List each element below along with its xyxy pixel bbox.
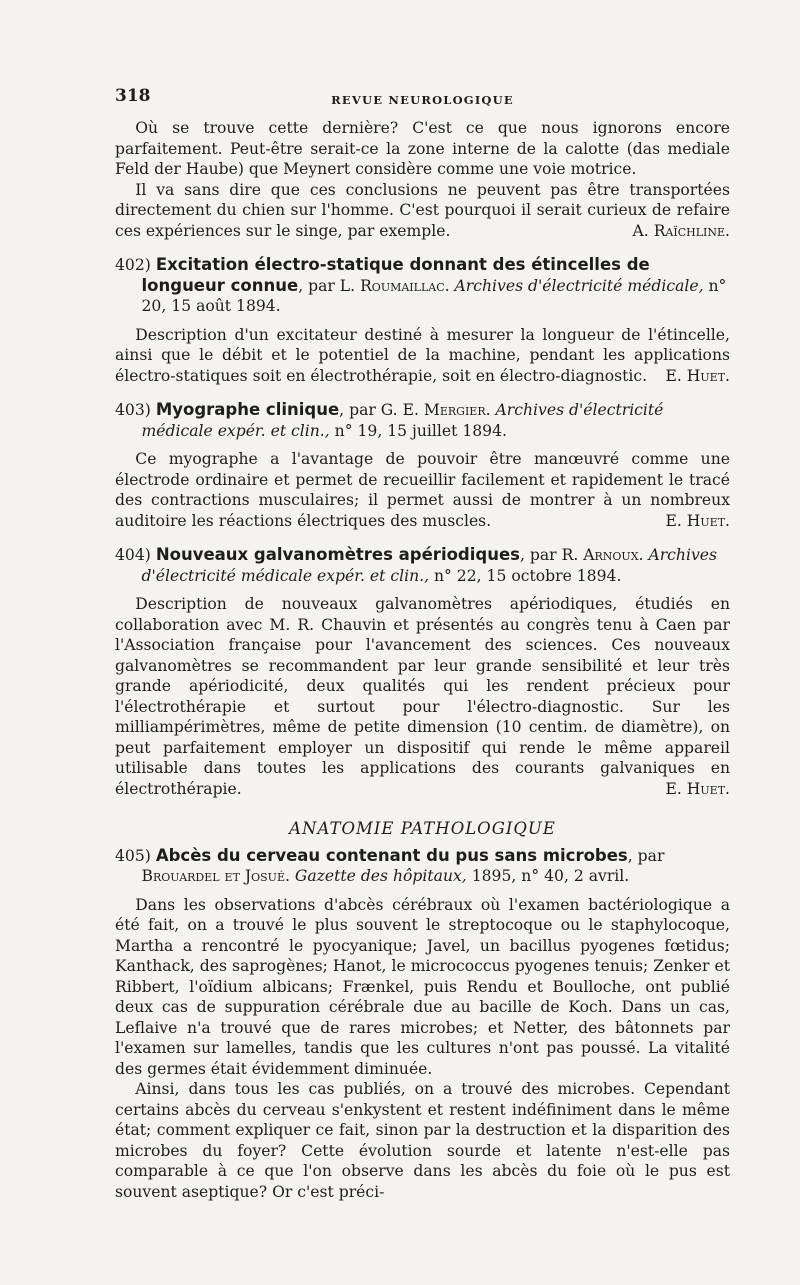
entry-by: , par bbox=[627, 846, 665, 865]
entry-journal: Archives d'électricité médicale expér. et clin., bbox=[141, 401, 664, 440]
entry-body bbox=[115, 449, 730, 531]
journal-title: REVUE NEUROLOGIQUE bbox=[331, 93, 514, 107]
entry-body-paragraph-2: Ainsi, dans tous les cas publiés, on a trouvé des microbes. Cependant certains abcès du cerveau s'enkystent et restent indéfiniment dans le même état; comment expliquer ce fait, sinon par la destruction et la disparition des microbes du foyer? Cette évolution sourde et latente n'est-elle pas comparable à ce que l'on observe dans les abcès du foie où le pus est souvent aseptique? Or c'est préci- bbox=[115, 1080, 730, 1201]
entry-ref: n° 22, 15 octobre 1894. bbox=[429, 566, 622, 585]
entry-authors: Brouardel et Josué. bbox=[141, 867, 290, 885]
entry-body-text: Description de nouveaux galvanomètres apériodiques, étudiés en collaboration avec M. R. Chauvin et présentés au congrès tenu à Caen par l'Association française pour l'avancement des sciences. Ces nouveaux galvanomètres se recommandent par leur grande sensibilité et leur très grande apériodicité, deux qualités qui les rendent précieux pour l'électrothérapie et surtout pour l'électro-diagnostic. Sur les milliampérimètres, même de petite dimension (10 centim. de diamètre), on peut parfaitement employer un dispositif qui rende le même appareil utilisable dans toutes les applications des courants galvaniques en électrothérapie. bbox=[115, 595, 730, 798]
entry-ref: 1895, n° 40, 2 avril. bbox=[466, 867, 630, 885]
entry-title: Excitation électro-statique donnant des étincelles de longueur connue bbox=[141, 255, 650, 295]
entry-body-text: Description d'un excitateur destiné à mesurer la longueur de l'étincelle, ainsi que le débit et le potentiel de la machine, pendant les applications électro-statiques soit en électrothérapie, soit en électro-diagnostic. bbox=[115, 325, 730, 385]
entry-heading bbox=[115, 400, 730, 441]
intro-block bbox=[115, 118, 730, 241]
entry-404 bbox=[115, 545, 730, 799]
entry-journal: Archives d'électricité médicale, bbox=[454, 276, 704, 295]
entry-body-text: Ce myographe a l'avantage de pouvoir être manœuvré comme une électrode ordinaire et permet de recueillir facilement et rapidement le tracé des contractions musculaires; il permet aussi de montrer à un nombreux auditoire les réactions électriques des muscles. bbox=[115, 450, 730, 530]
entry-heading bbox=[115, 846, 730, 887]
entry-journal: Archives d'électricité médicale expér. et clin., bbox=[141, 546, 717, 585]
entry-number: 404) bbox=[115, 546, 151, 564]
signature: A. Raïchline. bbox=[632, 221, 730, 240]
entry-ref: n° 20, 15 août 1894. bbox=[141, 276, 727, 315]
entry-403 bbox=[115, 400, 730, 531]
intro-paragraph-2 bbox=[115, 180, 730, 242]
entry-title: Myographe clinique bbox=[155, 400, 340, 419]
entry-by: , par R. bbox=[519, 546, 584, 564]
intro-paragraph-1: Où se trouve cette dernière? C'est ce que nous ignorons encore parfaitement. Peut-être serait-ce la zone interne de la calotte (das mediale Feld der Haube) que Meynert considère comme une voie motrice. bbox=[115, 119, 730, 178]
entry-body bbox=[115, 325, 730, 387]
page-number: 318 bbox=[115, 86, 151, 106]
entry-405 bbox=[115, 846, 730, 1203]
entry-number: 403) bbox=[115, 401, 151, 419]
page-content bbox=[115, 86, 730, 1202]
signature: E. Huet. bbox=[665, 511, 730, 530]
signature: E. Huet. bbox=[665, 366, 730, 385]
entry-number: 402) bbox=[115, 256, 151, 274]
entry-journal: Gazette des hôpitaux, bbox=[294, 867, 467, 885]
entry-body bbox=[115, 594, 730, 799]
entry-by: , par L. bbox=[298, 276, 361, 295]
entry-title: Abcès du cerveau contenant du pus sans microbes bbox=[155, 845, 628, 865]
entry-402 bbox=[115, 255, 730, 386]
entry-ref: n° 19, 15 juillet 1894. bbox=[329, 421, 507, 440]
intro-paragraph-2-text: Il va sans dire que ces conclusions ne peuvent pas être transportées directement du chien sur l'homme. C'est pourquoi il serait curieux de refaire ces expériences sur le singe, par exemple. bbox=[115, 180, 730, 240]
entry-author: Mergier. bbox=[423, 401, 491, 419]
entry-by: , par G. E. bbox=[339, 401, 424, 419]
entry-author: Arnoux. bbox=[583, 546, 644, 564]
entry-number: 405) bbox=[115, 846, 151, 865]
entry-title: Nouveaux galvanomètres apériodiques bbox=[155, 545, 520, 564]
entry-author: Roumaillac. bbox=[360, 276, 450, 295]
entry-heading bbox=[115, 545, 730, 586]
running-head bbox=[115, 86, 730, 108]
signature: E. Huet. bbox=[665, 779, 730, 798]
entry-body-paragraph-1: Dans les observations d'abcès cérébraux où l'examen bactériologique a été fait, on a trouvé le plus souvent le streptocoque ou le staphylocoque, Martha a rencontré le pyocyanique; Javel, un bacillus pyogenes fœtidus; Kanthack, des saprogènes; Hanot, le micrococcus pyogenes tenuis; Zenker et Ribbert, l'oïdium albicans; Frænkel, puis Rendu et Boulloche, ont publié deux cas de suppuration cérébrale due au bacille de Koch. Dans un cas, Leflaive n'a trouvé que de rares microbes; et Netter, des bâtonnets par l'examen sur lamelles, tandis que les cultures n'ont pas poussé. La vitalité des germes était évidemment diminuée. bbox=[115, 895, 730, 1078]
entry-heading bbox=[115, 255, 730, 317]
section-heading: ANATOMIE PATHOLOGIQUE bbox=[289, 819, 556, 838]
